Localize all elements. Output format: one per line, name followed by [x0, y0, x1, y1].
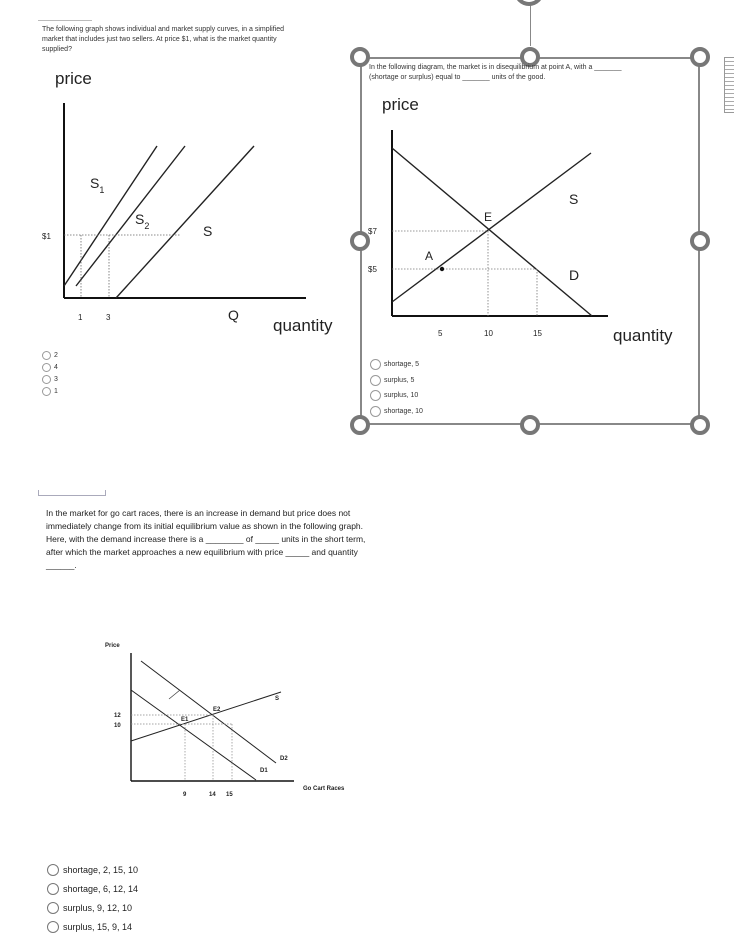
top-divider: [38, 20, 92, 21]
cut-off-button[interactable]: [38, 490, 106, 496]
q2-supply-curve: [392, 153, 591, 302]
rotate-handle-stem: [530, 2, 531, 46]
q1-text-line: market that includes just two sellers. At price $1, what is the market quantity: [42, 36, 277, 43]
q3-text-line: In the market for go cart races, there is an increase in demand but price does not: [46, 508, 351, 518]
q2-option[interactable]: [370, 357, 423, 373]
q2-option-label: surplus, 10: [384, 392, 419, 400]
q3-option-label: surplus, 15, 9, 14: [63, 921, 133, 932]
q3-option[interactable]: [47, 860, 138, 879]
q1-option-label: 4: [54, 363, 58, 371]
q3-x-axis-label: Go Cart Races: [303, 786, 345, 792]
q1-s1-label: [90, 175, 104, 195]
q3-option[interactable]: [47, 898, 138, 917]
q1-text-line: supplied?: [42, 46, 72, 53]
q2-text-line: In the following diagram, the market is in disequilibrium at point A, with a _______: [369, 64, 622, 71]
q1-s2-letter: S: [135, 211, 145, 227]
q3-shift-arrow: [169, 690, 180, 699]
q1-qty-tick-3: 3: [106, 313, 111, 322]
q1-option[interactable]: [42, 361, 58, 373]
q1-qty-tick-1: 1: [78, 313, 83, 322]
q3-text-line: Here, with the demand increase there is a ________ of _____ units in the short term,: [46, 534, 366, 544]
q1-supply-graph: [0, 60, 350, 340]
q1-s1-letter: S: [90, 175, 100, 191]
q3-option-label: surplus, 9, 12, 10: [63, 902, 133, 913]
q3-price-tick-10: 10: [114, 723, 121, 729]
q2-demand-curve: [392, 148, 592, 316]
q1-option-label: 2: [54, 351, 58, 359]
radio-button[interactable]: [42, 363, 51, 372]
side-widget[interactable]: [724, 57, 734, 113]
q3-supply-curve: [131, 692, 281, 741]
rotate-handle-icon[interactable]: [514, 0, 544, 6]
q3-qty-tick-9: 9: [183, 792, 187, 798]
q3-supply-label: S: [275, 696, 280, 702]
q1-text: [42, 25, 342, 55]
radio-button[interactable]: [47, 864, 59, 876]
radio-button[interactable]: [47, 883, 59, 895]
q1-y-axis-label: price: [55, 69, 92, 88]
q1-text-line: The following graph shows individual and market supply curves, in a simplified: [42, 26, 285, 33]
q3-e1-label: E1: [181, 717, 189, 723]
q2-x-axis-label: quantity: [613, 326, 673, 345]
q1-option[interactable]: [42, 373, 58, 385]
q2-supply-label: S: [569, 191, 579, 207]
q3-option-label: shortage, 6, 12, 14: [63, 883, 139, 894]
radio-button[interactable]: [42, 375, 51, 384]
q2-text-line: (shortage or surplus) equal to _______ units of the good.: [369, 74, 546, 81]
q1-x-axis-label: quantity: [273, 316, 333, 335]
q3-qty-tick-14: 14: [209, 792, 216, 798]
radio-button[interactable]: [47, 921, 59, 933]
q2-point-a-label: A: [425, 249, 434, 263]
q2-disequilibrium-graph: [360, 90, 700, 350]
q3-text-line: ______.: [46, 560, 77, 570]
q2-price-tick-5: $5: [368, 265, 377, 274]
q3-y-axis-label: Price: [105, 643, 120, 649]
q2-point-a: [440, 267, 444, 271]
q1-s1-subscript: 1: [99, 185, 105, 195]
q1-s2-subscript: 2: [144, 221, 150, 231]
q1-q-label: Q: [228, 307, 239, 323]
q2-qty-tick-10: 10: [484, 329, 493, 338]
q2-y-axis-label: price: [382, 95, 419, 114]
q2-option-label: surplus, 5: [384, 376, 415, 384]
resize-handle-bottom-right[interactable]: [690, 415, 710, 435]
q3-options: [47, 860, 138, 936]
q2-demand-label: D: [569, 267, 580, 283]
q1-option[interactable]: [42, 349, 58, 361]
resize-handle-bottom[interactable]: [520, 415, 540, 435]
q3-qty-tick-15: 15: [226, 792, 233, 798]
q1-price-tick: $1: [42, 232, 51, 241]
q3-d1-label: D1: [260, 768, 268, 774]
q1-s2-curve: [76, 146, 185, 286]
q1-option-label: 1: [54, 387, 58, 395]
q3-option[interactable]: [47, 879, 138, 898]
q2-qty-tick-15: 15: [533, 329, 542, 338]
resize-handle-top-right[interactable]: [690, 47, 710, 67]
q2-option[interactable]: [370, 404, 423, 420]
q2-price-tick-7: $7: [368, 227, 377, 236]
q1-option-label: 3: [54, 375, 58, 383]
radio-button[interactable]: [42, 351, 51, 360]
q1-options: [42, 349, 58, 397]
radio-button[interactable]: [370, 375, 381, 386]
q3-option-label: shortage, 2, 15, 10: [63, 864, 139, 875]
resize-handle-bottom-left[interactable]: [350, 415, 370, 435]
q3-go-cart-graph: [90, 630, 390, 810]
q3-text-line: after which the market approaches a new equilibrium with price _____ and quantity: [46, 547, 358, 557]
q1-s2-label: [135, 211, 149, 231]
q2-text: [369, 63, 689, 83]
q2-option[interactable]: [370, 373, 423, 389]
radio-button[interactable]: [370, 406, 381, 417]
q1-market-s-label: S: [203, 223, 213, 239]
q3-text-line: immediately change from its initial equilibrium value as shown in the following graph.: [46, 521, 364, 531]
resize-handle-top-left[interactable]: [350, 47, 370, 67]
radio-button[interactable]: [47, 902, 59, 914]
radio-button[interactable]: [370, 390, 381, 401]
q2-qty-tick-5: 5: [438, 329, 443, 338]
q3-e2-label: E2: [213, 707, 221, 713]
q3-d2-label: D2: [280, 756, 288, 762]
q2-option-label: shortage, 5: [384, 361, 420, 369]
q2-options: [370, 357, 423, 419]
q3-text: [46, 507, 446, 572]
q2-point-e-label: E: [484, 210, 493, 224]
radio-button[interactable]: [370, 359, 381, 370]
q3-price-tick-12: 12: [114, 713, 121, 719]
radio-button[interactable]: [42, 387, 51, 396]
q2-option-label: shortage, 10: [384, 407, 423, 415]
q2-option[interactable]: [370, 388, 423, 404]
q3-option[interactable]: [47, 917, 138, 936]
q1-option[interactable]: [42, 385, 58, 397]
